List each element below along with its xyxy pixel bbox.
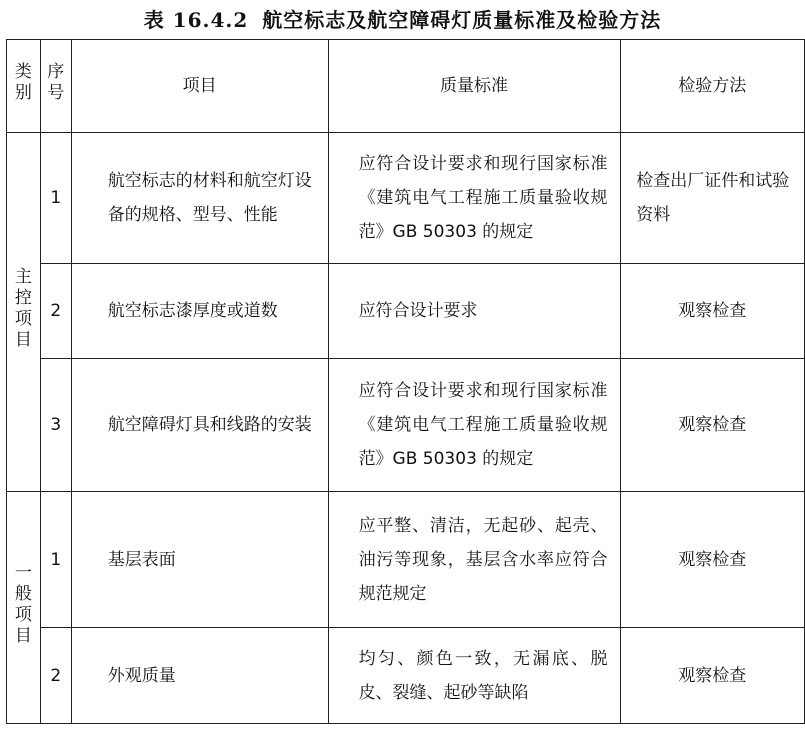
row-standard: 应符合设计要求和现行国家标准《建筑电气工程施工质量验收规范》GB 50303 的规定 [328, 359, 620, 492]
row-seq: 2 [40, 264, 71, 359]
row-item: 航空障碍灯具和线路的安装 [71, 359, 328, 492]
row-seq: 1 [40, 492, 71, 628]
header-standard: 质量标准 [328, 40, 620, 133]
row-item: 基层表面 [71, 492, 328, 628]
row-standard: 应符合设计要求和现行国家标准《建筑电气工程施工质量验收规范》GB 50303 的规定 [328, 133, 620, 264]
row-standard: 应符合设计要求 [328, 264, 620, 359]
group-general: 一般项目 [7, 492, 41, 724]
row-seq: 3 [40, 359, 71, 492]
row-item: 外观质量 [71, 628, 328, 724]
row-standard: 均匀、颜色一致，无漏底、脱皮、裂缝、起砂等缺陷 [328, 628, 620, 724]
group-main: 主控项目 [7, 133, 41, 492]
table-row [7, 628, 805, 724]
row-seq: 1 [40, 133, 71, 264]
row-item: 航空标志漆厚度或道数 [71, 264, 328, 359]
table-row [7, 359, 805, 492]
table-row [7, 492, 805, 628]
table-title [0, 4, 805, 33]
header-row [7, 40, 805, 133]
header-method: 检验方法 [620, 40, 805, 133]
row-method: 观察检查 [620, 359, 805, 492]
table-row [7, 133, 805, 264]
row-seq: 2 [40, 628, 71, 724]
row-method: 检查出厂证件和试验资料 [620, 133, 805, 264]
row-method: 观察检查 [620, 628, 805, 724]
row-standard: 应平整、清洁，无起砂、起壳、油污等现象，基层含水率应符合规范规定 [328, 492, 620, 628]
row-method: 观察检查 [620, 264, 805, 359]
row-item: 航空标志的材料和航空灯设备的规格、型号、性能 [71, 133, 328, 264]
header-item: 项目 [71, 40, 328, 133]
table-caption: 航空标志及航空障碍灯质量标准及检验方法 [262, 8, 662, 32]
table-row [7, 264, 805, 359]
header-seq: 序号 [40, 40, 71, 133]
table-number: 表 16.4.2 [143, 8, 249, 32]
header-category: 类别 [7, 40, 41, 133]
quality-standard-table [6, 39, 805, 724]
row-method: 观察检查 [620, 492, 805, 628]
